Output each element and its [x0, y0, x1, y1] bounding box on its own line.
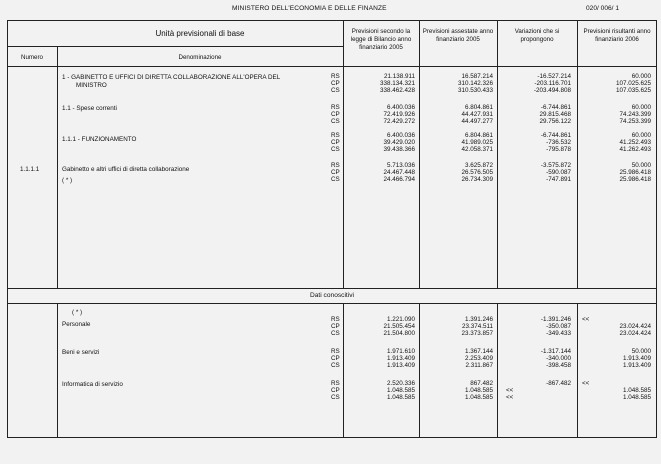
assestate-cp: 23.374.511 — [461, 323, 493, 330]
risultanti-cs: 41.262.493 — [619, 146, 651, 153]
dati-marker: ( * ) — [72, 309, 83, 316]
bilancio-cs: 1.048.585 — [386, 394, 415, 401]
assestate-cp: 310.142.326 — [457, 80, 493, 87]
variazioni-cp: -350.087 — [546, 323, 571, 330]
risultanti-cp: 41.252.493 — [619, 139, 651, 146]
bilancio-cs: 24.466.794 — [383, 176, 415, 183]
row-marker: ( * ) — [62, 177, 73, 184]
assestate-rs: 1.391.246 — [464, 316, 493, 323]
variazioni-rs: -867.482 — [546, 380, 571, 387]
variazioni-cs: 29.756.122 — [539, 118, 571, 125]
variazioni-cs: -795.878 — [546, 146, 571, 153]
page-number: 020/ 006/ 1 — [586, 5, 619, 12]
code-cs: CS — [331, 146, 340, 153]
assestate-cs: 26.734.309 — [461, 176, 493, 183]
code-cp: CP — [331, 355, 340, 362]
variazioni-cs: -398.458 — [546, 362, 571, 369]
variazioni-rs: -1.317.144 — [540, 348, 571, 355]
assestate-cp: 44.427.931 — [461, 111, 493, 118]
assestate-cp: 2.253.409 — [464, 355, 493, 362]
risultanti-rs: 50.000 — [631, 162, 651, 169]
risultanti-cp: 25.986.418 — [619, 169, 651, 176]
assestate-cs: 42.058.371 — [461, 146, 493, 153]
code-rs: RS — [331, 162, 340, 169]
bilancio-cp: 24.467.448 — [383, 169, 415, 176]
bilancio-rs: 2.520.336 — [386, 380, 415, 387]
risultanti-cp: 1.048.585 — [622, 387, 651, 394]
assestate-cs: 1.048.585 — [464, 394, 493, 401]
numero-divider — [57, 46, 58, 289]
variazioni-rs: -6.744.861 — [540, 132, 571, 139]
risultanti-cs: 74.253.399 — [619, 118, 651, 125]
code-cs: CS — [331, 394, 340, 401]
numero-divider-2 — [57, 303, 58, 438]
bilancio-cs: 72.429.272 — [383, 118, 415, 125]
code-rs: RS — [331, 132, 340, 139]
code-rs: RS — [331, 104, 340, 111]
col-divider-4 — [577, 20, 578, 289]
variazioni-cs: -203.494.808 — [533, 87, 571, 94]
numero-header: Numero — [20, 54, 43, 61]
code-cs: CS — [331, 362, 340, 369]
bilancio-rs: 1.221.090 — [386, 316, 415, 323]
dati-title-divider — [7, 303, 657, 304]
previsioni-risultanti-header: Previsioni risultanti anno finanziario 2006 — [583, 28, 651, 43]
assestate-cs: 23.373.857 — [461, 330, 493, 337]
variazioni-cp: << — [506, 387, 514, 394]
code-rs: RS — [331, 73, 340, 80]
row-numero: 1.1.1.1 — [20, 166, 40, 173]
code-cs: CS — [331, 330, 340, 337]
col-divider-1 — [343, 20, 344, 289]
denominazione-header: Denominazione — [178, 54, 222, 61]
risultanti-rs: << — [582, 316, 590, 323]
code-cs: CS — [331, 176, 340, 183]
assestate-cp: 1.048.585 — [464, 387, 493, 394]
row-label: 1.1 - Spese correnti — [62, 105, 117, 112]
bilancio-rs: 21.138.911 — [383, 73, 415, 80]
risultanti-cp: 107.025.625 — [615, 80, 651, 87]
assestate-cs: 44.497.277 — [461, 118, 493, 125]
risultanti-cp: 74.243.399 — [619, 111, 651, 118]
bilancio-cp: 338.134.321 — [379, 80, 415, 87]
previsioni-assestate-header: Previsioni assestate anno finanziario 2005 — [422, 28, 494, 43]
code-cp: CP — [331, 169, 340, 176]
assestate-rs: 867.482 — [470, 380, 493, 387]
row-label: 1.1.1 - FUNZIONAMENTO — [62, 136, 137, 143]
table-bottom-border — [7, 437, 657, 438]
risultanti-rs: << — [582, 380, 590, 387]
variazioni-cs: -747.891 — [546, 176, 571, 183]
page-header — [0, 6, 661, 18]
risultanti-cs: 1.913.409 — [622, 362, 651, 369]
row-label-cont: MINISTRO — [76, 82, 107, 89]
variazioni-header: Variazioni che si propongono — [514, 28, 560, 43]
bilancio-rs: 6.400.036 — [386, 132, 415, 139]
dati-label: Personale — [62, 321, 91, 328]
risultanti-rs: 50.000 — [631, 348, 651, 355]
previsioni-bilancio-header: Previsioni secondo la legge di Bilancio anno finanziario 2005 — [350, 28, 412, 51]
bilancio-cp: 1.048.585 — [386, 387, 415, 394]
risultanti-rs: 60.000 — [631, 104, 651, 111]
risultanti-rs: 60.000 — [631, 73, 651, 80]
code-cp: CP — [331, 111, 340, 118]
assestate-cs: 2.311.867 — [465, 362, 493, 369]
row-label: Gabinetto e altri uffici di diretta collaborazione — [62, 166, 190, 173]
col-divider-3b — [497, 303, 498, 438]
variazioni-rs: -16.527.214 — [537, 73, 571, 80]
bilancio-cp: 21.505.454 — [383, 323, 415, 330]
col-divider-3 — [497, 20, 498, 289]
dati-label: Informatica di servizio — [62, 381, 123, 388]
assestate-rs: 1.367.144 — [464, 348, 493, 355]
assestate-rs: 6.804.861 — [464, 132, 493, 139]
bilancio-rs: 5.713.036 — [386, 162, 415, 169]
table-top-border — [7, 20, 657, 21]
dati-top-border — [7, 288, 657, 289]
bilancio-cs: 1.913.409 — [386, 362, 415, 369]
dati-conoscitivi-title: Dati conoscitivi — [310, 292, 354, 299]
col-divider-2 — [419, 20, 420, 289]
right-border — [656, 20, 657, 438]
risultanti-cs: 1.048.585 — [622, 394, 651, 401]
variazioni-cs: -349.433 — [546, 330, 571, 337]
assestate-rs: 6.804.861 — [464, 104, 493, 111]
bilancio-cp: 72.419.926 — [383, 111, 415, 118]
risultanti-cs: 107.035.625 — [615, 87, 651, 94]
assestate-cp: 41.989.025 — [461, 139, 493, 146]
unit-title: Unità previsionali di base — [155, 29, 245, 38]
variazioni-cp: -340.000 — [546, 355, 571, 362]
bilancio-cp: 1.913.409 — [386, 355, 415, 362]
code-cs: CS — [331, 87, 340, 94]
ministry-title: MINISTERO DELL'ECONOMIA E DELLE FINANZE — [232, 5, 387, 12]
row-label: 1 - GABINETTO E UFFICI DI DIRETTA COLLABORAZIONE ALL'OPERA DEL — [62, 74, 281, 81]
code-cp: CP — [331, 387, 340, 394]
bilancio-cs: 338.462.428 — [379, 87, 415, 94]
assestate-cs: 310.530.433 — [457, 87, 493, 94]
assestate-cp: 26.576.505 — [461, 169, 493, 176]
risultanti-cp: 23.024.424 — [619, 323, 651, 330]
risultanti-rs: 60.000 — [631, 132, 651, 139]
variazioni-rs: -6.744.861 — [540, 104, 571, 111]
variazioni-cp: -736.532 — [546, 139, 571, 146]
bilancio-rs: 1.971.610 — [386, 348, 415, 355]
assestate-rs: 3.625.872 — [464, 162, 493, 169]
left-border — [7, 20, 8, 438]
risultanti-cs: 25.986.418 — [619, 176, 651, 183]
assestate-rs: 16.587.214 — [461, 73, 493, 80]
header-bottom-border — [7, 66, 657, 67]
variazioni-cp: -203.116.701 — [534, 80, 571, 87]
code-rs: RS — [331, 348, 340, 355]
variazioni-cp: 29.815.468 — [539, 111, 571, 118]
code-rs: RS — [331, 316, 340, 323]
col-divider-4b — [577, 303, 578, 438]
code-cp: CP — [331, 323, 340, 330]
bilancio-cp: 39.429.020 — [383, 139, 415, 146]
code-rs: RS — [331, 380, 340, 387]
variazioni-rs: -3.575.872 — [540, 162, 571, 169]
variazioni-cp: -590.087 — [546, 169, 571, 176]
col-divider-2b — [419, 303, 420, 438]
code-cp: CP — [331, 80, 340, 87]
variazioni-cs: << — [506, 394, 514, 401]
dati-label: Beni e servizi — [62, 349, 100, 356]
risultanti-cs: 23.024.424 — [619, 330, 651, 337]
bilancio-cs: 39.438.366 — [383, 146, 415, 153]
col-divider-1b — [343, 303, 344, 438]
bilancio-cs: 21.504.800 — [383, 330, 415, 337]
code-cs: CS — [331, 118, 340, 125]
code-cp: CP — [331, 139, 340, 146]
variazioni-rs: -1.391.246 — [540, 316, 571, 323]
bilancio-rs: 6.400.036 — [386, 104, 415, 111]
risultanti-cp: 1.913.409 — [622, 355, 651, 362]
